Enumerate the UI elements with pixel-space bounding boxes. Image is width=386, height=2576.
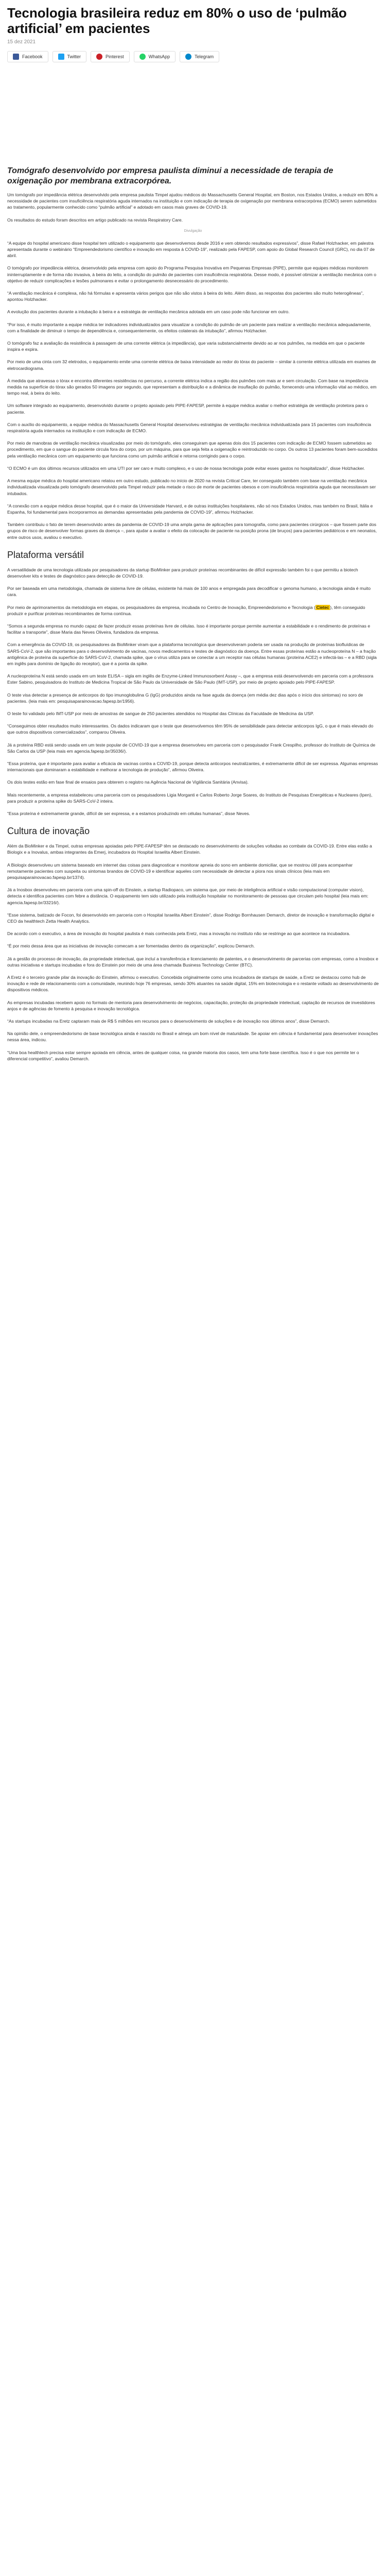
paragraph: “Somos a segunda empresa no mundo capaz de fazer produzir essas proteínas livre de células. Isso é importante porque permite aumentar a estabilidade e o rendimento de proteínas e facilitar a transporte”, disse Maria das Neves Oliveira, fundadora da empresa. bbox=[7, 623, 371, 635]
paragraph: “Essa proteína, que é importante para avaliar a eficácia de vacinas contra a COVID-19, porque detecta anticorpos neutralizantes, é extremamente difícil de ser expressa. Algumas empresas internacionais que dominaram a estabilidade e melhorar a tecnologia de produção”, afirmou Oliveira. bbox=[7, 760, 378, 773]
paragraph: Já a proteína RBD está sendo usada em um teste popular de COVID-19 que a empresa desenvolveu em parceria com o pesquisador Frank Crespilho, professor do Instituto de Química de São Carlos da USP (leia mais em agencia.fapesp.br/35036/). bbox=[7, 742, 376, 754]
share-twitter-button[interactable] bbox=[52, 51, 87, 62]
paragraph: O teste foi validado pelo IMT-USP por meio de amostras de sangue de 250 pacientes atendidos no Hospital das Clínicas da Faculdade de Medicina da USP. bbox=[7, 710, 314, 716]
paragraph: “Essa proteína é extremamente grande, difícil de ser expressa, e a estamos produzindo em células humanas”, disse Neves. bbox=[7, 811, 250, 816]
paragraph: A versatilidade de uma tecnologia utilizada por pesquisadores da startup BioMinker para produzir proteínas recombinantes de difícil expressão também foi o que permitiu a biotech desenvolver kits e testes de diagnóstico para detecção de COVID-19. bbox=[7, 567, 358, 579]
twitter-icon bbox=[58, 54, 64, 60]
share-facebook-label: Facebook bbox=[22, 54, 43, 59]
article-lead: Tomógrafo desenvolvido por empresa paulista diminui a necessidade de terapia de oxigenação por membrana extracorpórea. bbox=[7, 166, 334, 185]
paragraph: Na opinião dele, o empreendedorismo de base tecnológica ainda é nascido no Brasil e almeja um bom nível de maturidade. Se apoiar em ciência é fundamental para desenvolver inovações nessa área, indicou. bbox=[7, 1031, 378, 1043]
paragraph: Por meio de manobras de ventilação mecânica visualizadas por meio do tomógrafo, eles conseguiram que apenas dois dos 15 pacientes com indicação de ECMO fossem submetidos ao procedimento, em que o sangue do paciente circula fora do corpo, por um máquina, para que seja feita a oxigenação e reintroduzido no corpo. Os outros 13 pacientes foram bem-sucedidos pela ventilação mecânica com um equipamento que funciona como um pulmão artificial e retorna corrigindo para o corpo. bbox=[7, 440, 378, 459]
paragraph: Mais recentemente, a empresa estabeleceu uma parceria com os pesquisadores Ligia Morganti e Carlos Roberto Jorge Soares, do Instituto de Pesquisas Energéticas e Nucleares (Ipen), para produzir a proteína spike do SARS-CoV-2 inteira. bbox=[7, 792, 373, 804]
article-title: Tecnologia brasileira reduz em 80% o uso de ‘pulmão artificial’ em pacientes bbox=[7, 5, 347, 36]
paragraph: Um tomógrafo por impedância elétrica desenvolvido pela empresa paulista Timpel ajudou médicos do Massachusetts General Hospital, em Boston, nos Estados Unidos, a reduzir em 80% a necessidade de pacientes com insuficiência respiratória aguda internados na instituição e com indicação de terapia de oxigenação por membrana extracorpórea (ECMO) serem submetidos ao tratamento, popularmente conhecido como “pulmão artificial” e adotado em casos mais graves de COVID-19. bbox=[7, 192, 378, 210]
paragraph: Os resultados do estudo foram descritos em artigo publicado na revista Respiratory Care. bbox=[7, 217, 183, 223]
whatsapp-icon bbox=[139, 54, 146, 60]
image-caption: Divulgação bbox=[184, 229, 202, 233]
paragraph: “Conseguimos obter resultados muito interessantes. Os dados indicaram que o teste que desenvolvemos têm 95% de sensibilidade para detectar anticorpos IgG, o que é mais elevado do que outros dispositivos comercializados”, comparou Oliveira. bbox=[7, 723, 374, 735]
paragraph: Um software integrado ao equipamento, desenvolvido durante o projeto apoiado pelo PIPE-FAPESP, permite à equipe médica avaliar o melhor estratégia de ventilação protetora para o paciente. bbox=[7, 403, 368, 415]
article-body bbox=[0, 187, 386, 1062]
paragraph: Além da BioMinker e da Timpel, outras empresas apoiadas pelo PIPE-FAPESP têm se destacado no desenvolvimento de soluções voltadas ao combate da COVID-19. Entre elas estão a Biologix e a Inovalus, ambas integrantes da Emerj, incubadora do Hospital Israelita Albert Einstein. bbox=[7, 843, 372, 855]
paragraph: “A ventilação mecânica é complexa, não há fórmulas e apresenta vários perigos que não são vistos à beira do leito. Além disso, as respostas dos pacientes são muito heterogêneas”, apontou Holzhacker. bbox=[7, 291, 364, 302]
share-pinterest-button[interactable] bbox=[91, 51, 130, 62]
paragraph: Já a Inosbox desenvolveu em parceria com uma spin-off do Einstein, a startup Radiopaco, um sistema que, por meio de inteligência artificial e visão computacional (computer vision), detecta e identifica pacientes com febre a distância. O equipamento tem sido utilizado pela instituição hospitalar no monitoramento de pessoas que circulam pelo hospital (leia mais em: agencia.fapesp.br/33216/). bbox=[7, 887, 369, 905]
paragraph: “Esse sistema, batizado de Focon, foi desenvolvido em parceria com o Hospital Israelita Albert Einstein”, disse Rodrigo Bornhausen Demarch, diretor de inovação e transformação digital e CEO da healthtech Zetta Health Analytics. bbox=[7, 912, 375, 924]
paragraph: “O ECMO é um dos últimos recursos utilizados em uma UTI por ser caro e muito complexo, e o uso de nossa tecnologia pode evitar esses gastos no hospitalizado”, disse Holzhacker. bbox=[7, 465, 365, 471]
paragraph: Os dois testes estão em fase final de ensaios para obterem o registro na Agência Nacional de Vigilância Sanitária (Anvisa). bbox=[7, 779, 249, 785]
paragraph: A mesma equipe médica do hospital americano relatou em outro estudo, publicado no início de 2020 na revista Critical Care, ter conseguido também com base na ventilação mecânica individualizada visualizada pelo tomógrafo desenvolvido pela Timpel reduzir pela metade o risco de morte de pacientes obesos e com insuficiência respiratória aguda que necessitavam ser intubados. bbox=[7, 478, 376, 496]
paragraph: Já a gestão do processo de inovação, da propriedade intelectual, que incluí a transferência e licenciamento de patentes, e o desenvolvimento de parcerias com empresas, como a Inosbox e outras iniciativas e startups incubadas e fora do Einstein por meio de uma área chamada Business Technology Center (BTC). bbox=[7, 956, 378, 968]
share-whatsapp-button[interactable] bbox=[134, 51, 176, 62]
paragraph: O teste visa detectar a presença de anticorpos do tipo imunoglobulina G (IgG) produzidos ainda na fase aguda da doença (em média dez dias após o início dos sintomas) no soro de pacientes. (leia mais em: pesquisaparainovacao.fapesp.br/1956). bbox=[7, 692, 363, 704]
paragraph: Também contribuiu o fato de terem desenvolvido antes da pandemia de COVID-19 uma ampla gama de aplicações para tomografia, como para pacientes cirúrgicos – que fossem parte dos grupos de risco de desenvolver formas graves da doença –, para ajudar a avaliar o efeito da colocação de paciente na posição prona (de bruços) para pacientes pediátricos e em neonatos, entre outros usos, avaliou o executivo. bbox=[7, 522, 377, 540]
pinterest-icon bbox=[96, 54, 102, 60]
paragraph: O tomógrafo faz a avaliação da resistência à passagem de uma corrente elétrica (a impedância), que varia substancialmente devido ao ar nos pulmões, na medida em que o paciente inspira e expira. bbox=[7, 341, 365, 352]
paragraph-text: ), têm conseguido produzir e purificar proteínas recombinantes de forma contínua. bbox=[7, 604, 365, 616]
section-heading: Plataforma versátil bbox=[7, 549, 84, 560]
paragraph-text: Por meio de aprimoramentos da metodologia em etapas, os pesquisadores da empresa, incubada no Centro de Inovação, Empreendedorismo e Tecnologia ( bbox=[7, 604, 315, 610]
paragraph: Com o auxílio do equipamento, a equipe médica do Massachusetts General Hospital desenvolveu estratégias de ventilação mecânica individualizada para 15 pacientes com insuficiência respiratória aguda internados na instituição e com indicação de ECMO. bbox=[7, 421, 372, 434]
article-date: 15 dez 2021 bbox=[7, 39, 36, 45]
telegram-icon bbox=[185, 54, 191, 60]
cietec-link[interactable]: Cietec bbox=[316, 604, 329, 610]
paragraph: “Uma boa healthtech precisa estar sempre apoiada em ciência, antes de qualquer coisa, na grande maioria dos casos, tem uma forte base científica. Isso é o que nos permite ter o diferencial competitivo”, avaliou Demarch. bbox=[7, 1049, 359, 1061]
paragraph: “Por isso, é muito importante a equipe médica ter indicadores individualizados para visualizar a condição do pulmão de um paciente para realizar a ventilação mecânica adequadamente, com a finalidade de diminuir o tempo de dependência e, consequentemente, os efeitos colaterais da intubação”, afirmou Holzhacker. bbox=[7, 321, 372, 333]
facebook-icon bbox=[13, 54, 19, 60]
share-telegram-button[interactable] bbox=[180, 51, 219, 62]
paragraph: “As startups incubadas na Eretz captaram mais de R$ 5 milhões em recursos para o desenvolvimento de soluções e de inovação nos últimos anos”, disse Demarch. bbox=[7, 1019, 330, 1024]
paragraph: As empresas incubadas recebem apoio no formato de mentoria para desenvolvimento de negócios, capacitação, proteção da propriedade intelectual, captação de recursos de investidores anjos e de agências de fomento à pesquisa e inovação tecnológica. bbox=[7, 999, 375, 1011]
paragraph: A Eretz é o terceiro grande pilar da inovação do Einstein, afirmou o executivo. Concebida originalmente como uma incubadora de startups de saúde, a Eretz se destacou como hub de inovação e rede de relacionamento com a comunidade, reunindo hoje 76 empresas, sendo 30% atuantes na saúde digital, 15% em biotecnologia e o restante voltado ao desenvolvimento de dispositivos médicos. bbox=[7, 975, 379, 993]
paragraph: O tomógrafo por impedância elétrica, desenvolvido pela empresa com apoio do Programa Pesquisa Inovativa em Pequenas Empresas (PIPE), permite que equipes médicas monitorem ininterruptamente e de forma não invasiva, à beira do leito, a condição do pulmão de pacientes com insuficiência respiratória. Desse modo, é possível otimizar a ventilação mecânica com o objetivo de reduzir complicações e lesões pulmonares e evitar o prolongamento desnecessário do procedimento. bbox=[7, 265, 377, 283]
paragraph: Por meio de uma cinta com 32 eletrodos, o equipamento emite uma corrente elétrica de baixa intensidade ao redor do tórax do paciente – similar à corrente elétrica utilizada em exames de eletrocardiograma. bbox=[7, 359, 376, 371]
paragraph: Por ser baseada em uma metodologia, chamada de sistema livre de células, existente há mais de 100 anos e empregada para decodificar o genoma humano, a tecnologia ainda é muito cara. bbox=[7, 586, 371, 598]
paragraph: A nucleoproteína N está sendo usada em um teste ELISA – sigla em inglês de Enzyme-Linked Immunosorbent Assay –, que a empresa está desenvolvendo em parceria com a professora Ester Sabino, pesquisadora do Instituto de Medicina Tropical de São Paulo da Universidade de São Paulo (IMT-USP), por meio de projeto apoiado pelo PIPE-FAPESP. bbox=[7, 673, 374, 685]
share-bar bbox=[0, 45, 386, 62]
hero-image-area bbox=[7, 72, 379, 151]
paragraph: “É por meio dessa área que as iniciativas de inovação comecam a ser fomentadas dentro da organização”, explicou Demarch. bbox=[7, 943, 255, 949]
share-whatsapp-label: WhatsApp bbox=[148, 54, 170, 59]
paragraph: Com a emergência da COVID-19, os pesquisadores da BioMinker viram que a plataforma tecnológica que desenvolveram poderia ser usada na produção de proteínas biofluídicas de SARS-CoV-2, que são importantes para o desenvolvimento de vacinas, novos medicamentos e testes de diagnóstico da doença. Entre essas proteínas estão a nucleoproteína N – a fração antigênica de proteína da superfície do SARS-CoV-2, chamada spike, que o vírus utiliza para se conectar a um receptor nas células humanas (proteína ACE2) e infectá-las – e a RBD (sigla em inglês para domínio de ligação do receptor), que é a ponta da spike. bbox=[7, 642, 377, 666]
paragraph: “A conexão com a equipe médica desse hospital, que é o maior da Universidade Harvard, e de outras instituições hospitalares, não só nos Estados Unidos, mas também no Brasil, Itália e Espanha, foi fundamental para incorporarmos as demandas apresentadas pela pandemia de COVID-19”, afirmou Holzhacker. bbox=[7, 503, 373, 515]
share-telegram-label: Telegram bbox=[195, 54, 214, 59]
paragraph: À medida que atravessa o tórax e encontra diferentes resistências no percurso, a corrente elétrica indica a região dos pulmões com mais ar e sem circulação. Com base na impedância medida na superfície do tórax são gerados 50 imagens por segundo, que representam a distribuição e a dinâmica de insuflação do pulmão, fornecendo uma informação vital ao médico, em tempo real, à beira do leito. bbox=[7, 378, 377, 396]
share-facebook-button[interactable] bbox=[7, 51, 48, 62]
paragraph bbox=[7, 604, 379, 617]
share-twitter-label: Twitter bbox=[67, 54, 81, 59]
section-heading: Cultura de inovação bbox=[7, 826, 90, 837]
share-pinterest-label: Pinterest bbox=[106, 54, 124, 59]
paragraph: A evolução dos pacientes durante a intubação à beira e a estratégia de ventilação mecânica adotada em um caso pode não funcionar em outro. bbox=[7, 309, 290, 315]
paragraph: De acordo com o executivo, a área de inovação do hospital paulista é mais conhecida pela Eretz, mas a inovação no instituto não se restringe ao que acontece na incubadora. bbox=[7, 931, 350, 937]
paragraph: “A equipe do hospital americano disse hospital tem utilizado o equipamento que desenvolvemos desde 2016 e vem obtendo resultados expressivos”, disse Rafael Holzhacker, em palestra apresentada durante o webinário “Empreendedorismo científico e inovação em resposta à COVID-19”, realizado pela FAPESP, com apoio do Global Research Council (GRC), no dia 07 de abril. bbox=[7, 240, 375, 259]
paragraph: A Biologix desenvolveu um sistema baseado em internet das coisas para diagnosticar e monitorar apneia do sono em ambiente domiciliar, que se mostrou útil para acompanhar remotamente pacientes com suspeita ou sintomas brandos de COVID-19 e identificar aqueles com necessidade de detectar a piora nos sinais clínicos (leia mais em pesquisaparainovacao.fapesp.br/1374). bbox=[7, 862, 353, 880]
